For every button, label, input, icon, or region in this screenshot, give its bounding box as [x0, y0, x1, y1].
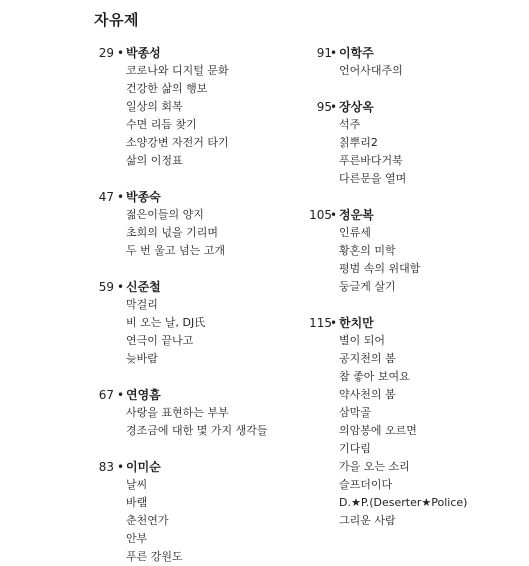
author-name: 한치만 — [339, 316, 374, 330]
toc-section-header[interactable] — [307, 314, 517, 332]
toc-section — [94, 278, 294, 368]
section-spacer — [94, 440, 294, 458]
toc-section — [94, 188, 294, 260]
toc-section — [307, 314, 517, 530]
poem-title[interactable]: 초희의 넋을 기리며 — [126, 226, 219, 239]
bullet-icon: • — [330, 100, 338, 114]
bullet-icon: • — [117, 190, 125, 204]
poem-list — [94, 206, 294, 260]
toc-section — [94, 458, 294, 566]
page-number: 95 — [316, 100, 332, 114]
toc-section-header[interactable] — [94, 386, 294, 404]
poem-title[interactable]: 두 번 울고 넘는 고개 — [126, 244, 225, 257]
section-spacer — [307, 80, 517, 98]
author-name: 연영흠 — [126, 388, 161, 402]
poem-title[interactable]: 바램 — [126, 496, 148, 509]
section-spacer — [307, 188, 517, 206]
section-spacer — [94, 170, 294, 188]
author-name: 정운복 — [339, 208, 374, 222]
poem-title[interactable]: 다른문을 열며 — [339, 172, 407, 185]
poem-title[interactable]: 비 오는 날, DJ氏 — [126, 316, 206, 329]
page-number: 115 — [309, 316, 332, 330]
poem-title[interactable]: 소양강변 자전거 타기 — [126, 136, 229, 149]
poem-title[interactable]: 약사천의 봄 — [339, 388, 396, 401]
poem-title[interactable]: 사랑을 표현하는 부부 — [126, 406, 229, 419]
poem-list — [307, 116, 517, 188]
author-name: 이학주 — [339, 46, 374, 60]
poem-title[interactable]: 막걸리 — [126, 298, 158, 311]
poem-title[interactable]: 건강한 삶의 행보 — [126, 82, 208, 95]
toc-right-column — [307, 44, 517, 530]
poem-title[interactable]: 일상의 회복 — [126, 100, 183, 113]
poem-title[interactable]: 의암봉에 오르면 — [339, 424, 417, 437]
bullet-icon: • — [117, 46, 125, 60]
poem-title[interactable]: 날씨 — [126, 478, 148, 491]
toc-section — [94, 386, 294, 440]
poem-title[interactable]: 가을 오는 소리 — [339, 460, 410, 473]
bullet-icon: • — [330, 316, 338, 330]
poem-title[interactable]: 둥글게 살기 — [339, 280, 396, 293]
poem-list — [307, 224, 517, 296]
author-name: 이미순 — [126, 460, 161, 474]
poem-title[interactable]: 연극이 끝나고 — [126, 334, 194, 347]
toc-section-header[interactable] — [94, 188, 294, 206]
poem-title[interactable]: 슬프더이다 — [339, 478, 393, 491]
poem-title[interactable]: 삶의 이정표 — [126, 154, 183, 167]
poem-list — [307, 62, 517, 80]
bullet-icon: • — [117, 388, 125, 402]
author-name: 장상옥 — [339, 100, 374, 114]
bullet-icon: • — [330, 46, 338, 60]
poem-title[interactable]: 별이 되어 — [339, 334, 386, 347]
page-number: 59 — [98, 280, 114, 294]
page-number: 83 — [98, 460, 114, 474]
toc-section — [94, 44, 294, 170]
toc-section-header[interactable] — [307, 44, 517, 62]
bullet-icon: • — [117, 460, 125, 474]
poem-title[interactable]: 푸른 강원도 — [126, 550, 183, 563]
poem-list — [94, 404, 294, 440]
poem-list — [94, 62, 294, 170]
toc-section-header[interactable] — [94, 458, 294, 476]
bullet-icon: • — [117, 280, 125, 294]
toc-left-column — [94, 44, 294, 566]
section-spacer — [307, 296, 517, 314]
poem-title[interactable]: 안부 — [126, 532, 148, 545]
poem-title[interactable]: 코로나와 디지털 문화 — [126, 64, 229, 77]
poem-title[interactable]: 삼막골 — [339, 406, 371, 419]
page-number: 47 — [98, 190, 114, 204]
poem-title[interactable]: 경조금에 대한 몇 가지 생각들 — [126, 424, 268, 437]
poem-title[interactable]: 칡뿌리2 — [339, 136, 378, 149]
poem-title[interactable]: 늦바람 — [126, 352, 158, 365]
toc-section-header[interactable] — [94, 44, 294, 62]
author-name: 박종숙 — [126, 190, 161, 204]
poem-title[interactable]: 평범 속의 위대함 — [339, 262, 421, 275]
page-number: 105 — [309, 208, 332, 222]
poem-title[interactable]: D.★P.(Deserter★Police) — [339, 496, 468, 509]
poem-list — [94, 476, 294, 566]
poem-title[interactable]: 젊은이들의 양지 — [126, 208, 204, 221]
poem-title[interactable]: 그리운 사람 — [339, 514, 396, 527]
poem-title[interactable]: 춘천연가 — [126, 514, 169, 527]
poem-title[interactable]: 수면 리듬 찾기 — [126, 118, 197, 131]
bullet-icon: • — [330, 208, 338, 222]
author-name: 신준철 — [126, 280, 161, 294]
toc-section — [307, 44, 517, 80]
poem-title[interactable]: 참 좋아 보여요 — [339, 370, 410, 383]
poem-title[interactable]: 인류세 — [339, 226, 371, 239]
toc-section-header[interactable] — [94, 278, 294, 296]
author-name: 박종성 — [126, 46, 161, 60]
poem-title[interactable]: 공지천의 봄 — [339, 352, 396, 365]
page-title: 자유제 — [94, 11, 139, 29]
poem-list — [94, 296, 294, 368]
toc-section-header[interactable] — [307, 98, 517, 116]
section-spacer — [94, 368, 294, 386]
poem-list — [307, 332, 517, 530]
poem-title[interactable]: 황혼의 미학 — [339, 244, 396, 257]
page-number: 29 — [98, 46, 114, 60]
page-number: 67 — [98, 388, 114, 402]
poem-title[interactable]: 기다림 — [339, 442, 371, 455]
toc-section — [307, 206, 517, 296]
poem-title[interactable]: 언어사대주의 — [339, 64, 403, 77]
page-number: 91 — [316, 46, 332, 60]
poem-title[interactable]: 푸른바다거북 — [339, 154, 403, 167]
toc-section — [307, 98, 517, 188]
section-spacer — [94, 260, 294, 278]
poem-title[interactable]: 석주 — [339, 118, 361, 131]
toc-section-header[interactable] — [307, 206, 517, 224]
